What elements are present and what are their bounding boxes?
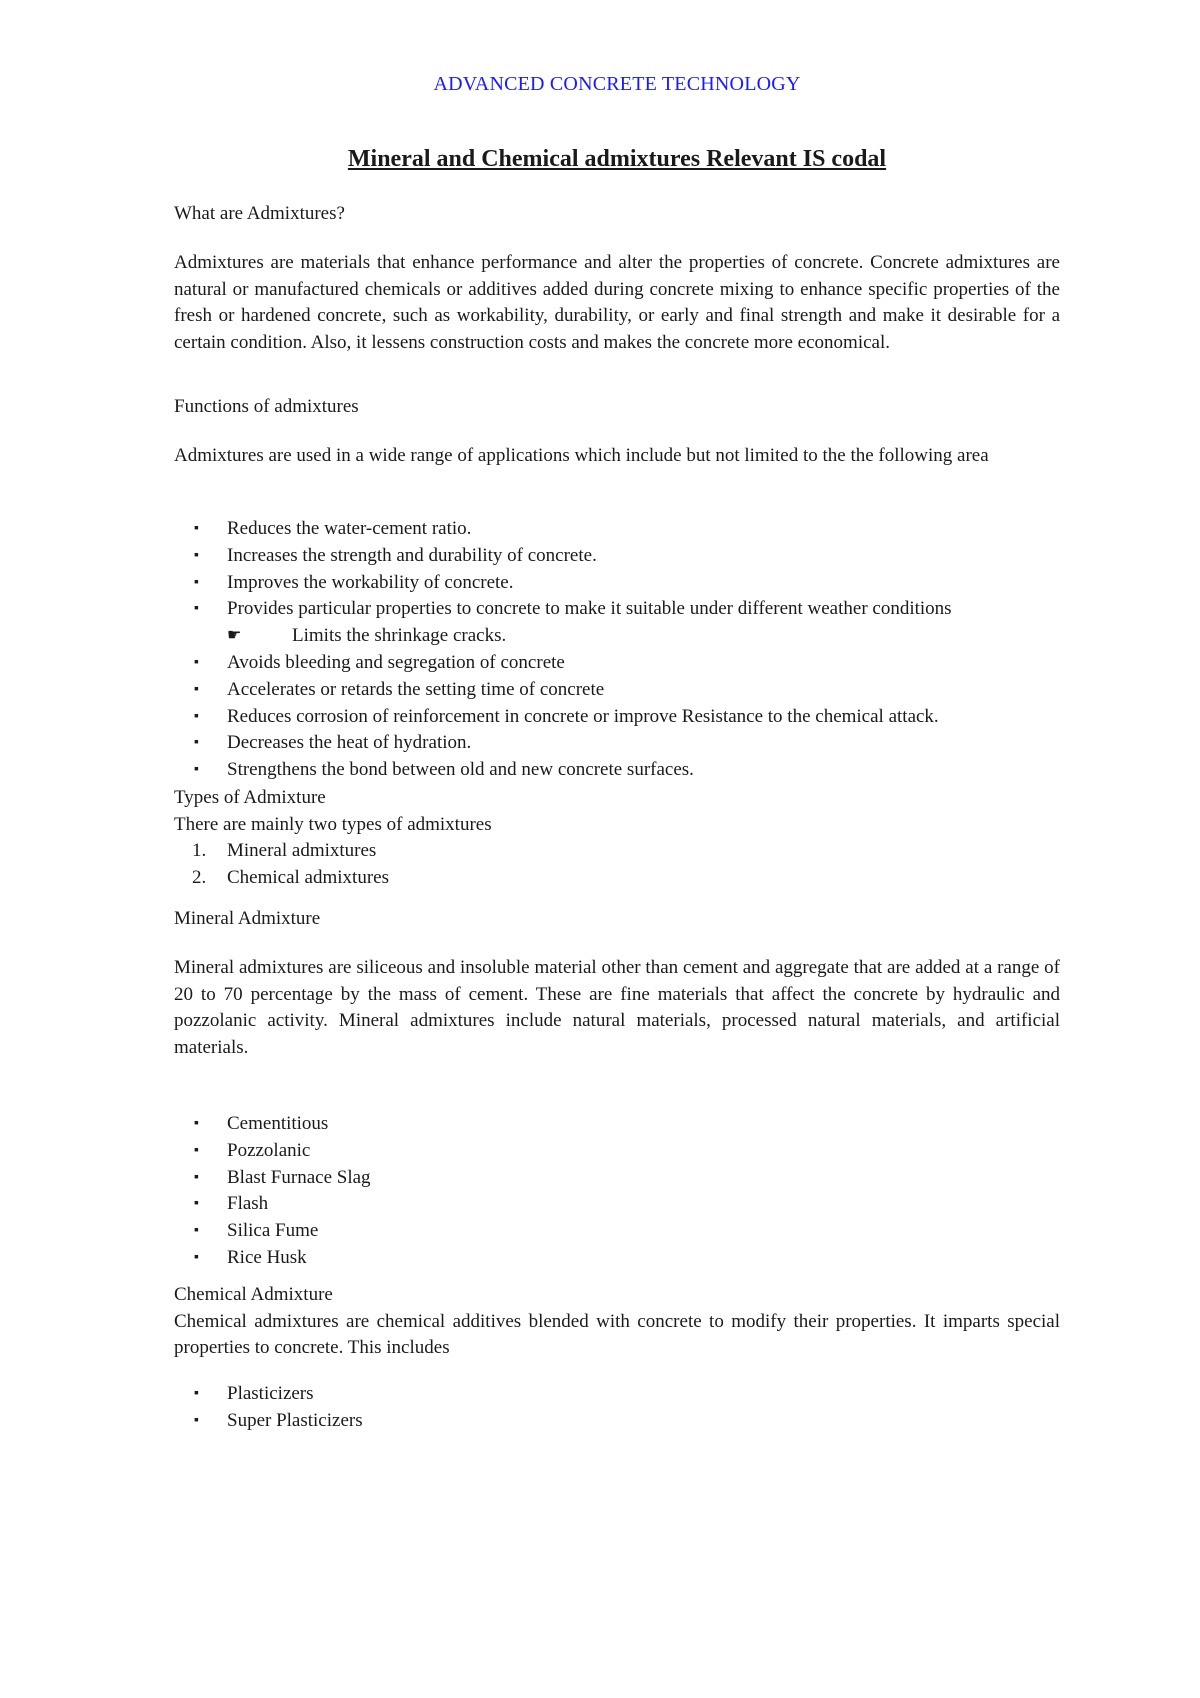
- bullet-icon: ▪: [194, 681, 199, 697]
- list-item: 2. Chemical admixtures: [192, 866, 389, 888]
- functions-intro: Admixtures are used in a wide range of applications which include but not limited to the the following area: [174, 445, 989, 466]
- list-item: ▪ Accelerates or retards the setting time of concrete: [174, 677, 1060, 704]
- list-item: 1. Mineral admixtures: [192, 840, 377, 861]
- types-intro: There are mainly two types of admixtures: [174, 813, 492, 835]
- bullet-icon: ▪: [194, 762, 199, 778]
- header-title: ADVANCED CONCRETE TECHNOLOGY: [433, 73, 801, 95]
- bullet-icon: ▪: [194, 1249, 199, 1265]
- bullet-icon: ▪: [194, 1386, 199, 1401]
- bullet-icon: ▪: [194, 574, 199, 590]
- mineral-heading: Mineral Admixture: [174, 908, 321, 929]
- bullet-icon: ▪: [194, 735, 199, 751]
- chemical-list: [174, 1381, 1060, 1435]
- functions-heading: Functions of admixtures: [174, 396, 359, 417]
- list-item: ▪ Reduces the water-cement ratio.: [174, 516, 1060, 543]
- pointing-hand-icon: ☛: [227, 627, 242, 645]
- document-title: Mineral and Chemical admixtures Relevant IS codal: [347, 146, 887, 172]
- mineral-paragraph: Mineral admixtures are siliceous and insoluble material other than cement and aggregate that are added at a range of 20 to 70 percentage by the mass of cement. These are fine materials that affect the concrete by hydraulic and pozzolanic activity. Mineral admixtures include natural materials, processed natural materials, and artificial materials.: [174, 957, 1060, 1058]
- list-item: ▪ Improves the workability of concrete.: [174, 570, 1060, 597]
- list-item: ▪ Strengthens the bond between old and new concrete surfaces.: [174, 757, 1060, 784]
- bullet-icon: ▪: [194, 601, 199, 617]
- list-subitem: ☛ Limits the shrinkage cracks.: [174, 623, 1060, 650]
- chemical-paragraph: Chemical admixtures are chemical additives blended with concrete to modify their properties. It imparts special properties to concrete. This includes: [174, 1310, 1060, 1358]
- bullet-icon: ▪: [194, 708, 199, 724]
- types-list: [174, 838, 1060, 892]
- bullet-icon: ▪: [194, 547, 199, 563]
- list-item: ▪ Cementitious: [174, 1111, 1060, 1138]
- bullet-icon: ▪: [194, 654, 199, 670]
- types-heading: Types of Admixture: [174, 787, 326, 808]
- bullet-icon: ▪: [194, 1196, 199, 1212]
- list-item: ▪ Provides particular properties to concrete to make it suitable under different weather conditions: [174, 596, 1060, 623]
- mineral-list: [174, 1111, 1060, 1272]
- list-item: ▪ Avoids bleeding and segregation of concrete: [174, 650, 1060, 677]
- list-item: ▪ Rice Husk: [174, 1245, 1060, 1272]
- list-item: ▪ Plasticizers: [174, 1381, 1060, 1408]
- list-item: ▪ Silica Fume: [174, 1218, 1060, 1245]
- list-item: ▪ Blast Furnace Slag: [174, 1165, 1060, 1192]
- functions-list: [174, 516, 1060, 784]
- list-item: ▪ Pozzolanic: [174, 1138, 1060, 1165]
- bullet-icon: ▪: [194, 1116, 199, 1131]
- intro-paragraph: Admixtures are materials that enhance performance and alter the properties of concrete. Concrete admixtures are natural or manufactured chemicals or additives added during concrete mixing to enhance specific properties of the fresh or hardened concrete, such as workability, durability, or early and final strength and make it desirable for a certain condition. Also, it lessens construction costs and makes the concrete more economical.: [174, 252, 1060, 353]
- list-item: ▪ Reduces corrosion of reinforcement in concrete or improve Resistance to the chemical attack.: [174, 704, 1060, 731]
- bullet-icon: ▪: [194, 1223, 199, 1239]
- bullet-icon: ▪: [194, 1142, 199, 1158]
- bullet-icon: ▪: [194, 1169, 199, 1185]
- list-item: ▪ Increases the strength and durability of concrete.: [174, 543, 1060, 570]
- chemical-heading: Chemical Admixture: [174, 1284, 333, 1305]
- list-item: ▪ Super Plasticizers: [174, 1408, 1060, 1435]
- bullet-icon: ▪: [194, 1412, 199, 1428]
- list-item: ▪ Flash: [174, 1191, 1060, 1218]
- list-item: ▪ Decreases the heat of hydration.: [174, 730, 1060, 757]
- bullet-icon: ▪: [194, 521, 199, 536]
- question-heading: What are Admixtures?: [174, 203, 345, 224]
